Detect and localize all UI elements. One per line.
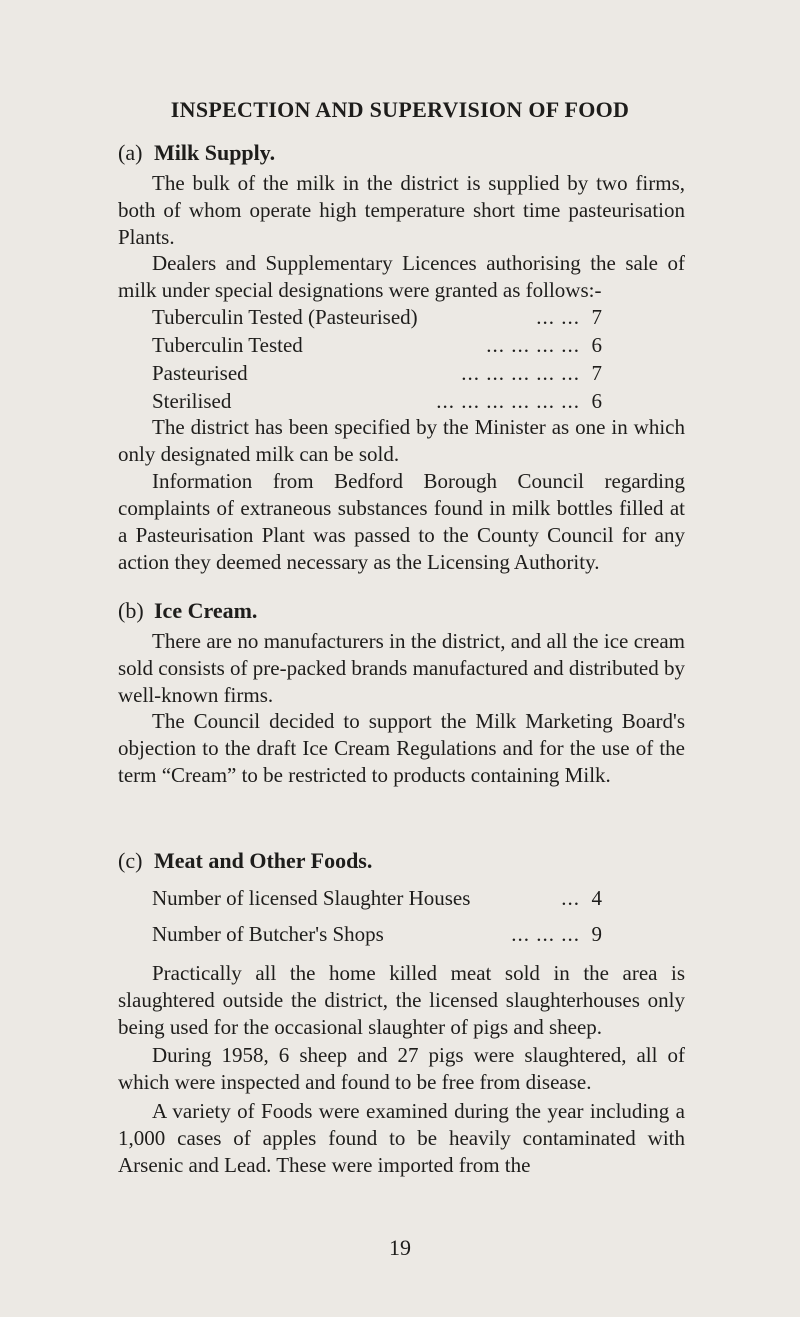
section-c-heading [118,848,372,874]
section-b-heading [118,598,257,624]
licence-value: 6 [591,389,602,413]
meat-paragraph-3: A variety of Foods were examined during the year including a 1,000 cases of apples found to be heavily contaminated with Arsenic and Lead. These were imported from the [118,1099,685,1177]
count-row [152,886,602,911]
meat-paragraph-2: During 1958, 6 sheep and 27 pigs were slaughtered, all of which were inspected and found to be free from disease. [118,1043,685,1094]
count-name: Number of licensed Slaughter Houses [152,886,471,910]
count-value: 4 [591,886,602,910]
milk-paragraph-4: Information from Bedford Borough Council regarding complaints of extraneous substances found in milk bottles filled at a Pasteurisation Plant was passed to the County Council for any action they deemed necessary as the Licensing Authority. [118,469,685,574]
milk-paragraph-2: Dealers and Supplementary Licences authorising the sale of milk under special designations were granted as follows:- [118,251,685,302]
section-c-label: (c) [118,848,143,873]
milk-paragraph-3: The district has been specified by the Minister as one in which only designated milk can be sold. [118,415,685,466]
meat-paragraph-1: Practically all the home killed meat sold in the area is slaughtered outside the district, the licensed slaughterhouses only being used for the occasional slaughter of pigs and sheep. [118,961,685,1039]
licence-name: Sterilised [152,389,232,413]
ice-cream-paragraph-1: There are no manufacturers in the district, and all the ice cream sold consists of pre-packed brands manufactured and distributed by well-known firms. [118,629,685,707]
section-a-title: Milk Supply. [154,140,276,165]
count-value: 9 [591,922,602,946]
section-c-title: Meat and Other Foods. [154,848,373,873]
licence-row [152,305,602,330]
count-row [152,922,602,947]
leader-dots: ... ... ... [511,922,580,946]
licence-name: Tuberculin Tested (Pasteurised) [152,305,418,329]
count-name: Number of Butcher's Shops [152,922,384,946]
licence-name: Tuberculin Tested [152,333,303,357]
section-b-label: (b) [118,598,144,623]
section-a-heading [118,140,275,166]
leader-dots: ... ... ... ... ... ... [436,389,580,413]
ice-cream-paragraph-2: The Council decided to support the Milk Marketing Board's objection to the draft Ice Cream Regulations and for the use of the term “Cream” to be restricted to products containing Milk. [118,709,685,787]
leader-dots: ... ... ... ... [486,333,580,357]
licence-row [152,361,602,386]
leader-dots: ... [561,886,580,910]
licence-value: 7 [591,305,602,329]
licence-row [152,333,602,358]
leader-dots: ... ... ... ... ... [461,361,580,385]
licence-value: 6 [591,333,602,357]
section-a-label: (a) [118,140,143,165]
page-number: 19 [389,1235,411,1260]
milk-paragraph-1: The bulk of the milk in the district is supplied by two firms, both of whom operate high temperature short time pasteurisation Plants. [118,171,685,249]
page-title: INSPECTION AND SUPERVISION OF FOOD [170,97,630,122]
licence-value: 7 [591,361,602,385]
licence-name: Pasteurised [152,361,248,385]
licence-row [152,389,602,414]
leader-dots: ... ... [536,305,580,329]
section-b-title: Ice Cream. [154,598,258,623]
